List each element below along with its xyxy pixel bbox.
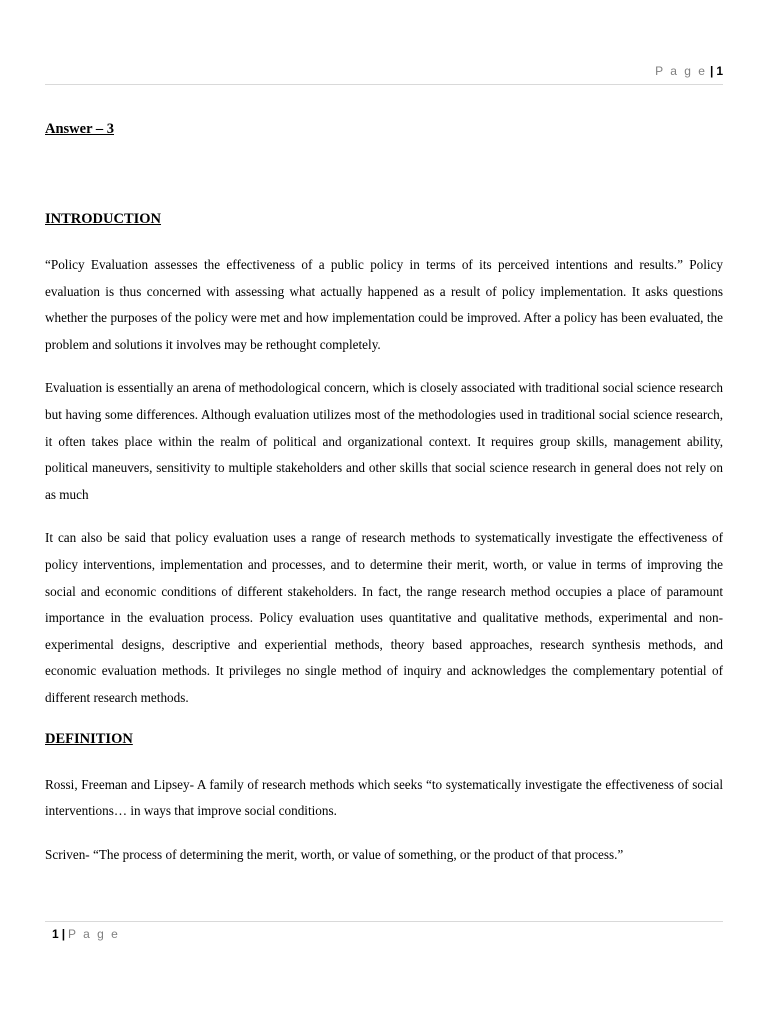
definition-paragraph-1: Rossi, Freeman and Lipsey- A family of research methods which seeks “to systematically investigate the effectiveness of social interventions… in ways that improve social conditions. (45, 776, 723, 819)
page-header (655, 64, 723, 78)
header-page-label: P a g e (655, 64, 707, 78)
footer-separator: | (61, 927, 66, 941)
footer-page-number: 1 (52, 927, 59, 941)
page-footer (52, 927, 120, 941)
introduction-paragraph-3: It can also be said that policy evaluation uses a range of research methods to systematically investigate the effectiveness of policy interventions, implementation and processes, and to determine their merit, worth, or value in terms of improving the social and economic conditions of different stakeholders. In fact, the range research method occupies a place of paramount importance in the evaluation process. Policy evaluation uses quantitative and qualitative methods, experimental and non-experimental designs, descriptive and experiential methods, theory based approaches, research synthesis methods, and economic evaluation methods. It privileges no single method of inquiry and acknowledges the complementary potential of different research methods. (45, 530, 723, 705)
introduction-paragraph-2: Evaluation is essentially an arena of methodological concern, which is closely associated with traditional social science research but having some differences. Although evaluation utilizes most of the methodologies used in traditional social science research, it often takes place within the realm of political and organizational context. It requires group skills, management ability, political maneuvers, sensitivity to multiple stakeholders and other skills that social science research in general does not rely on as much (45, 380, 723, 502)
definition-heading: DEFINITION (45, 730, 133, 747)
definition-paragraph-2: Scriven- “The process of determining the merit, worth, or value of something, or the product of that process.” (45, 846, 624, 862)
footer-divider (45, 921, 723, 922)
header-divider (45, 84, 723, 85)
document-body (45, 119, 723, 885)
footer-page-label: P a g e (68, 927, 120, 941)
answer-heading: Answer – 3 (45, 121, 115, 137)
header-separator: | (709, 64, 714, 78)
introduction-heading: INTRODUCTION (45, 211, 162, 227)
header-page-number: 1 (716, 64, 723, 78)
introduction-paragraph-1: “Policy Evaluation assesses the effectiveness of a public policy in terms of its perceived intentions and results.” Policy evaluation is thus concerned with assessing what actually happened as a result of policy implementation. It asks questions whether the purposes of the policy were met and how implementation could be improved. After a policy has been evaluated, the problem and solutions it involves may be rethought completely. (45, 257, 723, 352)
